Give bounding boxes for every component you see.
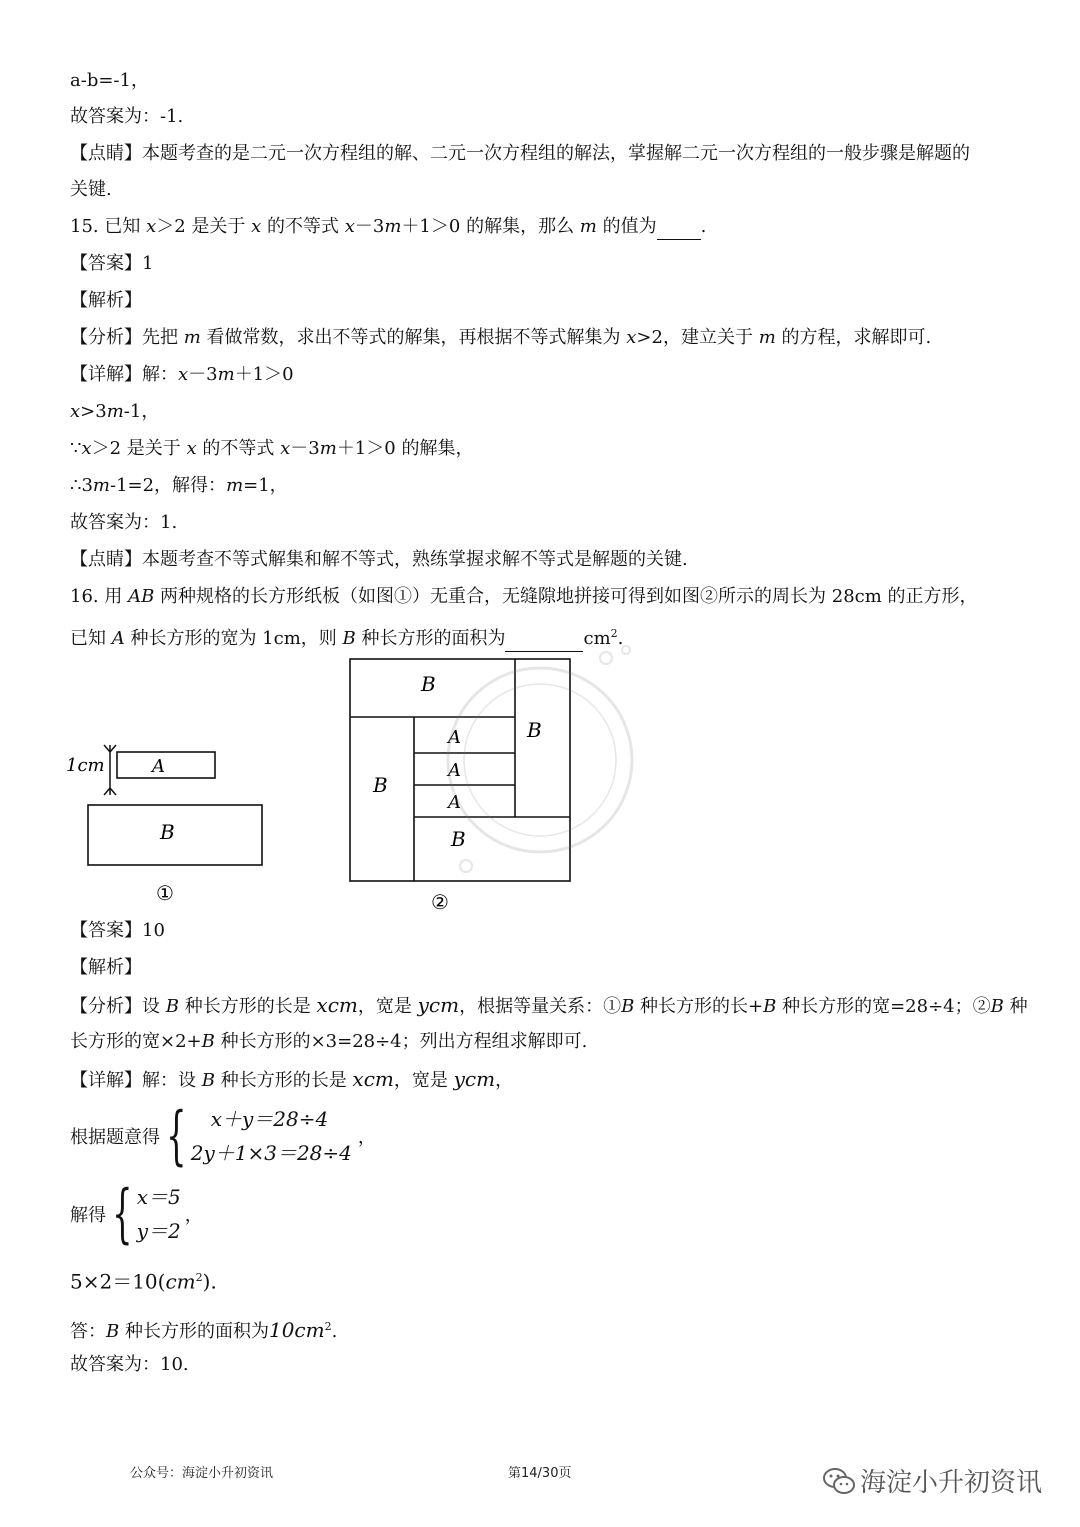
text-line: 关键. [70,179,112,200]
system-label: 根据题意得 [70,1127,160,1148]
text-line: 【解析】 [70,290,142,311]
label-b-right: B [527,718,542,742]
text-line: 故答案为：-1. [70,106,184,127]
dim-label: 1cm [66,755,105,776]
label-a3: A [448,792,461,813]
answer-line: 【答案】10 [70,920,165,941]
wechat-icon [822,1466,856,1496]
text-line: 【点睛】本题考查的是二元一次方程组的解、二元一次方程组的解法，掌握解二元一次方程组的一般步骤是解题的 [70,143,970,164]
figure-1 [62,740,272,910]
brand-logo [822,1462,1042,1499]
text-line: ∵x＞2 是关于 x 的不等式 x－3m＋1＞0 的解集， [70,438,474,459]
answer-blank [657,221,701,240]
label-a2: A [448,760,461,781]
text-line: 长方形的宽×2+B 种长方形的×3=28÷4；列出方程组求解即可. [70,1031,588,1052]
text-line: 【点睛】本题考查不等式解集和解不等式，熟练掌握求解不等式是解题的关键. [70,549,688,570]
label-a1: A [448,727,461,748]
footer-account: 公众号：海淀小升初资讯 [130,1466,274,1481]
text-line: a-b=-1， [70,70,149,91]
text-line: 【详解】解：x－3m＋1＞0 [70,364,294,385]
label-b-top: B [421,672,436,696]
watermark-stamp [430,640,650,880]
figure-1-caption: ① [156,881,174,905]
analysis-line: 【分析】先把 m 看做常数，求出不等式的解集，再根据不等式解集为 x>2，建立关于 m 的方程，求解即可. [70,327,932,348]
label-a: A [152,756,165,777]
equation: y＝2 [136,1219,181,1243]
text-line: x>3m-1， [70,401,160,422]
analysis-line: 【分析】设 B 种长方形的长是 xcm，宽是 ycm，根据等量关系：①B 种长方形的长+B 种长方形的宽=28÷4；②B 种 [70,993,1028,1017]
answer-statement: 答：B 种长方形的面积为$10cm^2$. [70,1318,338,1342]
brace: { [166,1099,187,1173]
equation: x＋y＝28÷4 [210,1107,329,1131]
label-b-bottom: B [451,827,466,851]
page-number: 第14/30页 [508,1466,572,1481]
text-line: ∴3m-1=2，解得：m=1， [70,475,288,496]
system-label: 解得 [70,1205,106,1226]
text-line: 【解析】 [70,957,142,978]
figure-2-caption: ② [431,890,449,914]
result-line: $5\times 2=10(cm^2)$. [70,1269,217,1294]
brand-text: 海淀小升初资讯 [860,1468,1043,1498]
text-line: 故答案为：1. [70,512,178,533]
question-16: 16. 用 AB 两种规格的长方形纸板（如图①）无重合，无缝隙地拼接可得到如图②所示的周长为 28cm 的正方形， [70,586,978,607]
rect-a [117,752,215,778]
rect-b [88,805,262,865]
equation-system-2: 解得 { x＝5 y＝2 ， [70,1177,203,1251]
brace: { [112,1177,133,1251]
text-line: 【详解】解：设 B 种长方形的长是 xcm，宽是 ycm， [70,1067,514,1091]
equation: 2y＋1×3＝28÷4 [190,1141,352,1165]
answer-line: 【答案】1 [70,253,154,274]
question-16-cont: 已知 A 种长方形的宽为 1cm，则 B 种长方形的面积为 $cm^2$. [70,621,623,652]
equation-system-1: 根据题意得 { x＋y＝28÷4 2y＋1×3＝28÷4 ， [70,1099,376,1173]
text-line: 故答案为：10. [70,1354,189,1375]
label-b-left: B [373,773,388,797]
question-15: 15. 已知 x＞2 是关于 x 的不等式 x－3m＋1＞0 的解集，那么 m 的值为 . [70,214,706,240]
equation: x＝5 [136,1185,181,1209]
label-b: B [160,820,175,844]
